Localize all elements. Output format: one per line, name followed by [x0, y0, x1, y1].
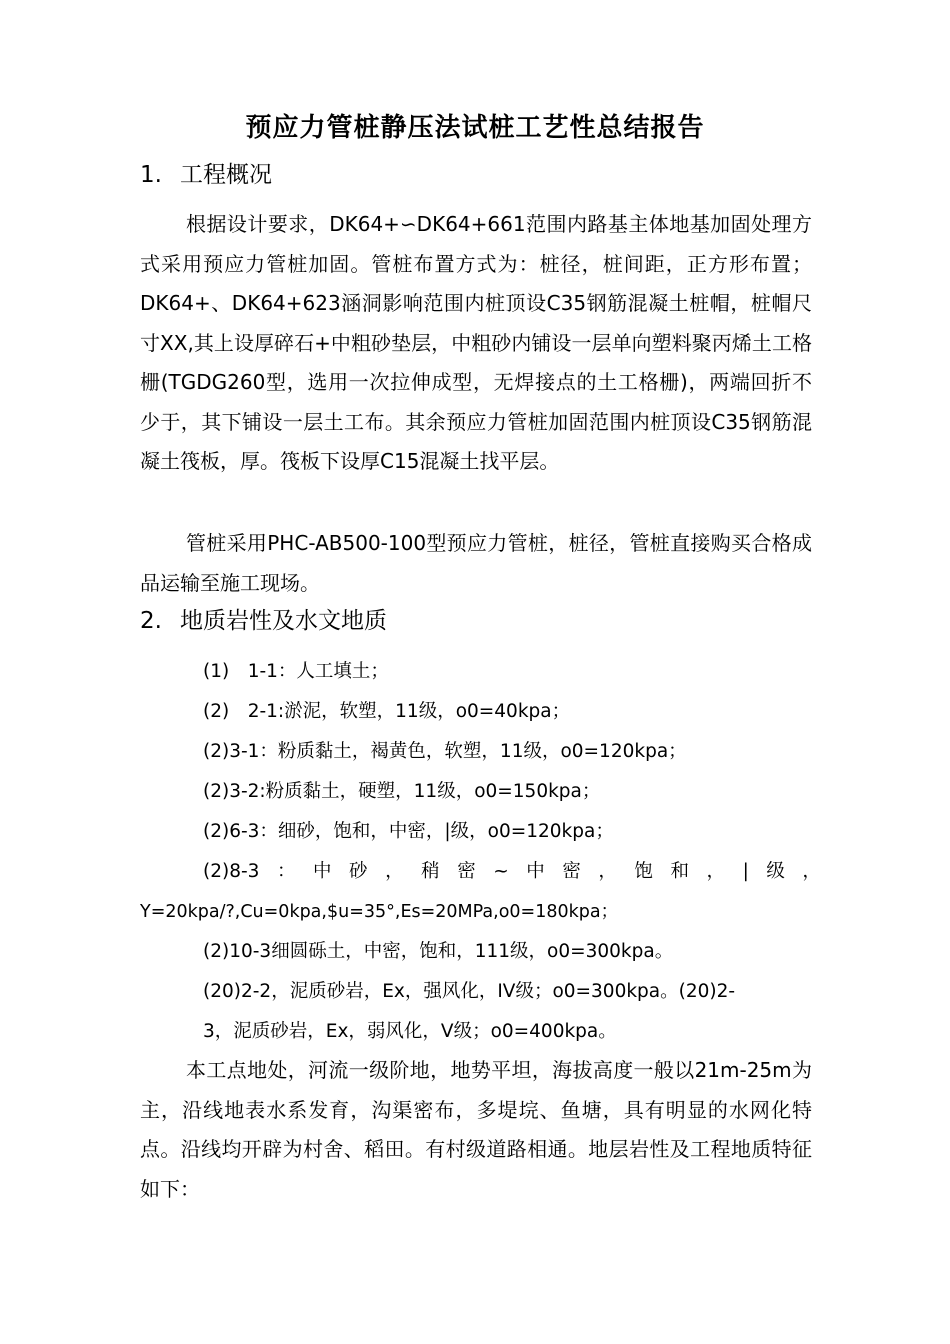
spread-part: 级	[766, 861, 785, 882]
geology-item-continuation: Y=20kpa/?,Cu=0kpa,$u=35°,Es=20MPa,o0=180kpa；	[140, 902, 619, 922]
spread-part: 密	[562, 861, 581, 882]
section-number: 2.	[140, 608, 162, 634]
overview-paragraph-2: 管桩采用PHC-AB500-100型预应力管桩，桩径，管桩直接购买合格成品运输至施工现场。	[140, 531, 812, 595]
spread-part: ，	[802, 861, 821, 882]
spread-part: ~	[493, 861, 509, 882]
spread-part: 中	[313, 861, 332, 882]
spread-part: 和	[670, 861, 689, 882]
spread-part: ，	[706, 861, 726, 882]
geology-item: 3，泥质砂岩，Ex，弱风化，V级；o0=400kpa。	[203, 1021, 617, 1042]
overview-paragraph-1: 根据设计要求，DK64+∽DK64+661范围内路基主体地基加固处理方式采用预应力管桩加固。管桩布置方式为：桩径，桩间距，正方形布置；DK64+、DK64+623涵洞影响范围内桩顶设C35钢筋混凝土桩帽，桩帽尺寸XX,其上设厚碎石+中粗砂垫层，中粗砂内铺设一层单向塑料聚丙烯土工格栅(TGDG260型，选用一次拉伸成型，无焊接点的土工格栅)，两端回折不少于，其下铺设一层土工布。其余预应力管桩加固范围内桩顶设C35钢筋混凝土筏板，厚。筏板下设厚C15混凝土找平层。	[140, 212, 812, 473]
spread-part: |	[742, 861, 749, 882]
spread-part: 饱	[634, 861, 653, 882]
geology-item-spread	[203, 858, 821, 886]
geology-item: (20)2-2，泥质砂岩，Ex，强风化，IV级；o0=300kpa。(20)2-	[203, 981, 736, 1002]
terrain-paragraph: 本工点地处，河流一级阶地，地势平坦，海拔高度一般以21m-25m为主，沿线地表水系发育，沟渠密布，多堤垸、鱼塘，具有明显的水网化特点。沿线均开辟为村舍、稻田。有村级道路相通。地层岩性及工程地质特征如下：	[140, 1058, 812, 1201]
geology-item: (2)3-2:粉质黏土，硬塑，11级，o0=150kpa；	[203, 781, 601, 802]
document-title: 预应力管桩静压法试桩工艺性总结报告	[245, 113, 705, 143]
geology-item: (2)10-3细圆砾土，中密，饱和，111级，o0=300kpa。	[203, 941, 674, 962]
spread-part: 稍	[421, 861, 440, 882]
section-heading-1	[140, 157, 272, 193]
section-title: 工程概况	[180, 162, 272, 188]
spread-part: ，	[598, 861, 617, 882]
section-title: 地质岩性及水文地质	[180, 608, 387, 634]
geology-item: (2)3-1：粉质黏土，褐黄色，软塑，11级，o0=120kpa；	[203, 741, 687, 762]
section-number: 1.	[140, 162, 162, 188]
spread-part: ：	[276, 861, 296, 882]
geology-item: (2)6-3：细砂，饱和，中密，|级，o0=120kpa；	[203, 821, 614, 842]
geology-item: (2) 2-1:淤泥，软塑，11级，o0=40kpa；	[203, 701, 571, 722]
spread-part: ，	[385, 861, 404, 882]
spread-part: 砂	[349, 861, 368, 882]
geology-item: (1) 1-1：人工填土；	[203, 661, 389, 682]
spread-part: 密	[457, 861, 476, 882]
section-heading-2	[140, 603, 387, 639]
spread-part: (2)8-3	[203, 861, 260, 882]
spread-part: 中	[526, 861, 545, 882]
